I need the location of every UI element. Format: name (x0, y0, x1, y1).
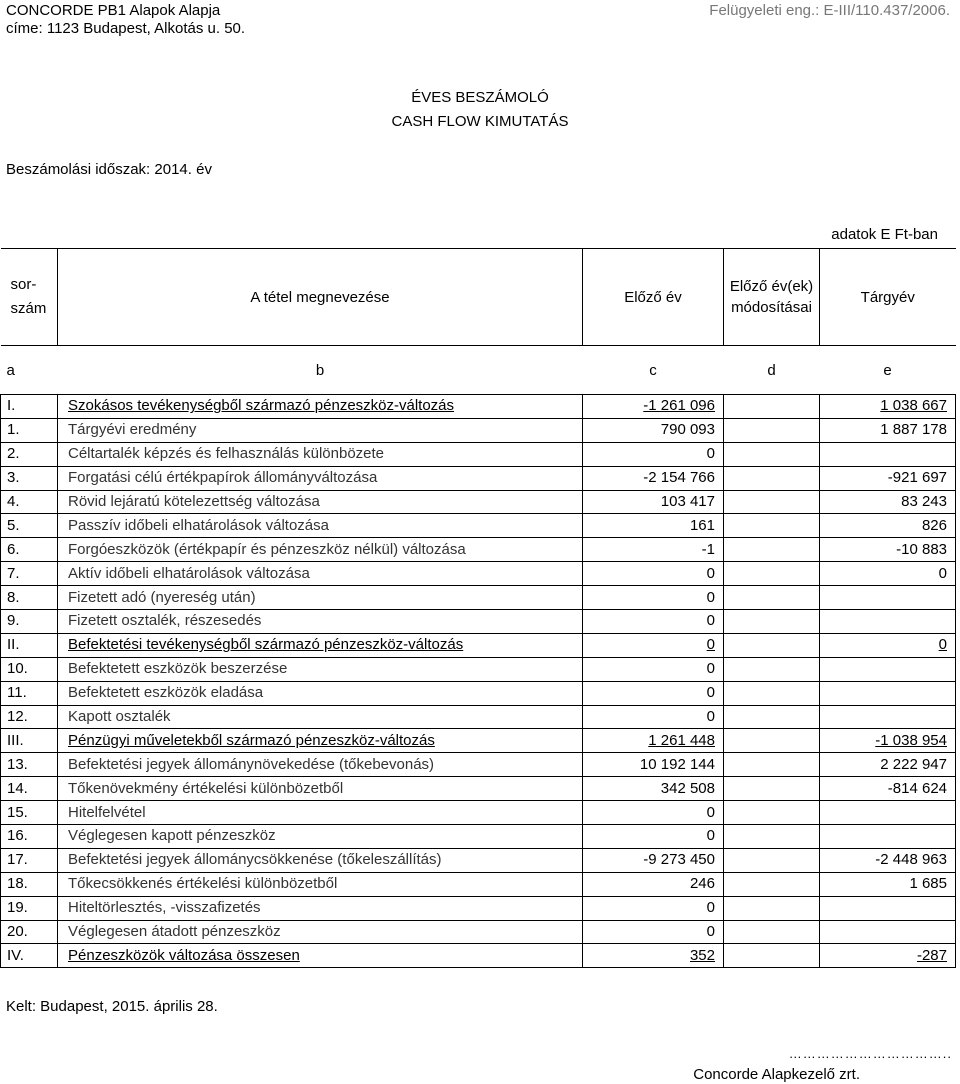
row-current-value (820, 466, 956, 490)
row-number-text: 19. (7, 899, 28, 917)
row-prev-value-text: 0 (706, 564, 715, 582)
row-prev-value-text: -2 154 766 (643, 469, 715, 487)
company-name: CONCORDE PB1 Alapok Alapja (6, 2, 221, 19)
row-prev-value-text: 1 261 448 (648, 731, 715, 749)
row-current-value (820, 490, 956, 514)
row-number-text: 14. (7, 779, 28, 797)
row-label (58, 466, 583, 490)
row-modification-value (724, 395, 820, 419)
row-label-text: Tőkecsökkenés értékelési különbözetből (68, 875, 338, 893)
company-address: címe: 1123 Budapest, Alkotás u. 50. (6, 20, 246, 37)
row-label (58, 896, 583, 920)
row-prev-value (583, 657, 724, 681)
row-label (58, 586, 583, 610)
cash-flow-table (0, 248, 956, 968)
row-prev-value-text: -9 273 450 (643, 851, 715, 869)
table-row (1, 777, 956, 801)
row-modification-value (724, 562, 820, 586)
row-modification-value (724, 777, 820, 801)
section-row (1, 633, 956, 657)
row-modification-value (724, 872, 820, 896)
row-number-text: 5. (7, 516, 20, 534)
row-number-text: 12. (7, 708, 28, 726)
row-prev-value-text: 352 (689, 946, 715, 964)
row-label-text: Befektetési jegyek állománycsökkenése (tőkeleszállítás) (68, 851, 442, 869)
row-label (58, 681, 583, 705)
row-prev-value-text: 0 (706, 636, 715, 654)
row-label-text: Tőkenövekmény értékelési különbözetből (68, 779, 344, 797)
col-header-num: sor- szám (1, 249, 58, 346)
table-row (1, 586, 956, 610)
row-current-value (820, 872, 956, 896)
row-modification-value (724, 514, 820, 538)
col-letter-d: d (767, 361, 776, 379)
row-current-value (820, 586, 956, 610)
row-prev-value-text: 161 (689, 516, 715, 534)
row-number (1, 896, 58, 920)
row-label-text: Befektetett eszközök beszerzése (68, 660, 288, 678)
row-current-value (820, 801, 956, 825)
row-current-value (820, 753, 956, 777)
row-current-value (820, 920, 956, 944)
row-current-value-text: 0 (938, 564, 947, 582)
row-number-text: 20. (7, 923, 28, 941)
col-header-name: A tétel megnevezése (58, 249, 583, 346)
row-current-value-text: -814 624 (887, 779, 947, 797)
row-prev-value-text: 0 (706, 708, 715, 726)
row-label (58, 825, 583, 849)
table-row (1, 490, 956, 514)
row-label-text: Véglegesen átadott pénzeszköz (68, 923, 281, 941)
row-number-text: 16. (7, 827, 28, 845)
row-label (58, 801, 583, 825)
row-number-text: IV. (7, 946, 24, 964)
row-prev-value (583, 920, 724, 944)
row-current-value (820, 944, 956, 968)
row-number (1, 610, 58, 634)
row-label (58, 872, 583, 896)
row-current-value-text: 826 (921, 516, 947, 534)
row-label-text: Céltartalék képzés és felhasználás különbözete (68, 445, 385, 463)
row-modification-value (724, 442, 820, 466)
unit-note: adatok E Ft-ban (831, 226, 938, 243)
row-current-value (820, 562, 956, 586)
row-prev-value-text: 0 (706, 612, 715, 630)
row-prev-value (583, 562, 724, 586)
row-current-value (820, 657, 956, 681)
row-label-text: Befektetett eszközök eladása (68, 684, 264, 702)
row-current-value-text: -287 (916, 946, 947, 964)
row-number-text: 1. (7, 421, 20, 439)
row-prev-value (583, 825, 724, 849)
row-number-text: II. (7, 636, 20, 654)
row-prev-value-text: 342 508 (660, 779, 715, 797)
row-prev-value (583, 466, 724, 490)
table-row (1, 442, 956, 466)
table-row (1, 466, 956, 490)
row-modification-value (724, 490, 820, 514)
row-number (1, 753, 58, 777)
row-label (58, 490, 583, 514)
row-number (1, 538, 58, 562)
col-letter-e: e (883, 361, 892, 379)
row-prev-value (583, 705, 724, 729)
signature-line: …………………………….. (788, 1046, 952, 1061)
row-prev-value-text: 0 (706, 684, 715, 702)
row-modification-value (724, 705, 820, 729)
row-label-text: Forgatási célú értékpapírok állományváltozása (68, 469, 378, 487)
table-row (1, 801, 956, 825)
row-number-text: 18. (7, 875, 28, 893)
table-row (1, 538, 956, 562)
row-current-value (820, 538, 956, 562)
row-number (1, 466, 58, 490)
row-prev-value-text: 0 (706, 588, 715, 606)
row-label (58, 657, 583, 681)
row-prev-value-text: 0 (706, 827, 715, 845)
row-label (58, 562, 583, 586)
row-number (1, 729, 58, 753)
table-row (1, 514, 956, 538)
row-modification-value (724, 729, 820, 753)
col-letter-a: a (6, 361, 15, 379)
row-prev-value (583, 801, 724, 825)
table-row (1, 920, 956, 944)
row-number (1, 514, 58, 538)
row-modification-value (724, 944, 820, 968)
row-prev-value-text: 0 (706, 660, 715, 678)
col-header-curr: Tárgyév (820, 249, 956, 346)
row-label (58, 729, 583, 753)
row-modification-value (724, 418, 820, 442)
row-label (58, 418, 583, 442)
table-row (1, 896, 956, 920)
row-label-text: Fizetett osztalék, részesedés (68, 612, 262, 630)
row-prev-value-text: -1 261 096 (643, 397, 715, 415)
row-number (1, 418, 58, 442)
row-number-text: 7. (7, 564, 20, 582)
row-number (1, 872, 58, 896)
table-row (1, 418, 956, 442)
row-label-text: Véglegesen kapott pénzeszköz (68, 827, 276, 845)
row-number-text: 3. (7, 469, 20, 487)
row-current-value-text: 0 (938, 636, 947, 654)
row-label (58, 610, 583, 634)
row-prev-value (583, 490, 724, 514)
column-letter-row (1, 346, 956, 395)
row-prev-value-text: 0 (706, 803, 715, 821)
row-prev-value (583, 872, 724, 896)
row-modification-value (724, 753, 820, 777)
signatory: Concorde Alapkezelő zrt. (693, 1066, 860, 1083)
table-row (1, 562, 956, 586)
row-number-text: 6. (7, 540, 20, 558)
section-row (1, 395, 956, 419)
issue-date: Kelt: Budapest, 2015. április 28. (6, 998, 218, 1015)
row-label (58, 442, 583, 466)
row-prev-value (583, 586, 724, 610)
table-row (1, 681, 956, 705)
row-number (1, 633, 58, 657)
row-current-value (820, 610, 956, 634)
row-label-text: Hitelfelvétel (68, 803, 146, 821)
report-subtitle: CASH FLOW KIMUTATÁS (391, 113, 569, 130)
row-modification-value (724, 466, 820, 490)
row-prev-value (583, 753, 724, 777)
col-letter-c: c (649, 361, 657, 379)
row-current-value-text: -921 697 (887, 469, 947, 487)
row-number (1, 848, 58, 872)
row-modification-value (724, 801, 820, 825)
row-number (1, 801, 58, 825)
table-header-row (1, 249, 956, 346)
col-letter-b: b (315, 361, 325, 379)
row-prev-value (583, 538, 724, 562)
row-number (1, 944, 58, 968)
row-current-value (820, 633, 956, 657)
section-row (1, 944, 956, 968)
row-current-value-text: -1 038 954 (875, 731, 947, 749)
company-info (6, 2, 245, 38)
row-number-text: 4. (7, 493, 20, 510)
row-prev-value-text: 10 192 144 (639, 755, 715, 773)
row-current-value-text: -10 883 (896, 540, 947, 558)
row-label (58, 777, 583, 801)
row-prev-value-text: 246 (689, 875, 715, 893)
row-label-text: Fizetett adó (nyereség után) (68, 588, 256, 606)
table-row (1, 848, 956, 872)
row-label-text: Szokásos tevékenységből származó pénzeszköz-változás (68, 397, 455, 415)
row-number (1, 681, 58, 705)
row-label-text: Befektetési tevékenységből származó pénzeszköz-változás (68, 636, 464, 654)
row-prev-value-text: -1 (701, 540, 715, 558)
table-row (1, 705, 956, 729)
row-prev-value (583, 896, 724, 920)
row-label-text: Rövid lejáratú kötelezettség változása (68, 493, 320, 510)
row-prev-value (583, 729, 724, 753)
row-number (1, 657, 58, 681)
row-label (58, 633, 583, 657)
row-prev-value-text: 0 (706, 445, 715, 463)
row-number-text: 8. (7, 588, 20, 606)
row-label-text: Pénzügyi műveletekből származó pénzeszköz-változás (68, 731, 435, 749)
row-current-value-text: 83 243 (901, 493, 947, 510)
row-label (58, 538, 583, 562)
row-number-text: 11. (7, 684, 27, 702)
row-prev-value-text: 103 417 (660, 493, 715, 510)
row-current-value (820, 442, 956, 466)
row-modification-value (724, 586, 820, 610)
row-label-text: Aktív időbeli elhatárolások változása (68, 564, 310, 582)
row-number (1, 705, 58, 729)
row-current-value (820, 729, 956, 753)
row-label (58, 753, 583, 777)
row-number-text: 15. (7, 803, 28, 821)
row-prev-value (583, 418, 724, 442)
row-label-text: Passzív időbeli elhatárolások változása (68, 516, 329, 534)
col-header-mod: Előző év(ek) módosításai (724, 249, 820, 346)
row-number-text: 17. (7, 851, 28, 869)
row-number-text: 10. (7, 660, 28, 678)
row-modification-value (724, 657, 820, 681)
row-label-text: Hiteltörlesztés, -visszafizetés (68, 899, 261, 917)
row-current-value (820, 705, 956, 729)
row-label-text: Befektetési jegyek állománynövekedése (tőkebevonás) (68, 755, 435, 773)
row-prev-value (583, 514, 724, 538)
row-prev-value (583, 610, 724, 634)
row-label (58, 920, 583, 944)
row-label (58, 395, 583, 419)
reporting-period: Beszámolási időszak: 2014. év (6, 161, 212, 178)
row-number (1, 777, 58, 801)
row-modification-value (724, 633, 820, 657)
row-prev-value (583, 944, 724, 968)
row-prev-value (583, 681, 724, 705)
row-current-value (820, 681, 956, 705)
row-number (1, 395, 58, 419)
row-current-value (820, 777, 956, 801)
row-prev-value-text: 0 (706, 923, 715, 941)
table-row (1, 610, 956, 634)
row-number (1, 442, 58, 466)
row-current-value (820, 848, 956, 872)
row-label (58, 848, 583, 872)
col-header-prev: Előző év (583, 249, 724, 346)
row-current-value (820, 825, 956, 849)
row-modification-value (724, 825, 820, 849)
row-current-value (820, 896, 956, 920)
row-modification-value (724, 610, 820, 634)
row-prev-value-text: 0 (706, 899, 715, 917)
row-label-text: Tárgyévi eredmény (68, 421, 197, 439)
row-current-value (820, 395, 956, 419)
row-label (58, 705, 583, 729)
row-current-value-text: 1 038 667 (880, 397, 947, 415)
table-row (1, 657, 956, 681)
row-number (1, 825, 58, 849)
row-prev-value (583, 848, 724, 872)
row-current-value-text: 2 222 947 (880, 755, 947, 773)
row-prev-value (583, 777, 724, 801)
row-current-value (820, 514, 956, 538)
row-modification-value (724, 896, 820, 920)
row-number-text: 2. (7, 445, 20, 463)
report-title: ÉVES BESZÁMOLÓ (411, 89, 549, 106)
row-prev-value (583, 395, 724, 419)
row-current-value (820, 418, 956, 442)
row-number-text: 9. (7, 612, 20, 630)
supervision-number: Felügyeleti eng.: E-III/110.437/2006. (709, 2, 950, 19)
row-modification-value (724, 920, 820, 944)
row-modification-value (724, 681, 820, 705)
row-prev-value-text: 790 093 (660, 421, 715, 439)
row-prev-value (583, 633, 724, 657)
row-number (1, 562, 58, 586)
row-number-text: 13. (7, 755, 28, 773)
row-current-value-text: 1 685 (909, 875, 947, 893)
row-current-value-text: 1 887 178 (880, 421, 947, 439)
row-number-text: I. (7, 397, 16, 415)
section-row (1, 729, 956, 753)
table-row (1, 825, 956, 849)
row-number (1, 920, 58, 944)
row-number-text: III. (7, 731, 24, 749)
row-modification-value (724, 848, 820, 872)
row-label-text: Kapott osztalék (68, 708, 171, 726)
table-row (1, 753, 956, 777)
row-number (1, 586, 58, 610)
row-label (58, 514, 583, 538)
row-label-text: Forgóeszközök (értékpapír és pénzeszköz nélkül) változása (68, 540, 466, 558)
row-label (58, 944, 583, 968)
row-modification-value (724, 538, 820, 562)
row-prev-value (583, 442, 724, 466)
row-current-value-text: -2 448 963 (875, 851, 947, 869)
table-row (1, 872, 956, 896)
row-number (1, 490, 58, 514)
row-label-text: Pénzeszközök változása összesen (68, 946, 300, 964)
